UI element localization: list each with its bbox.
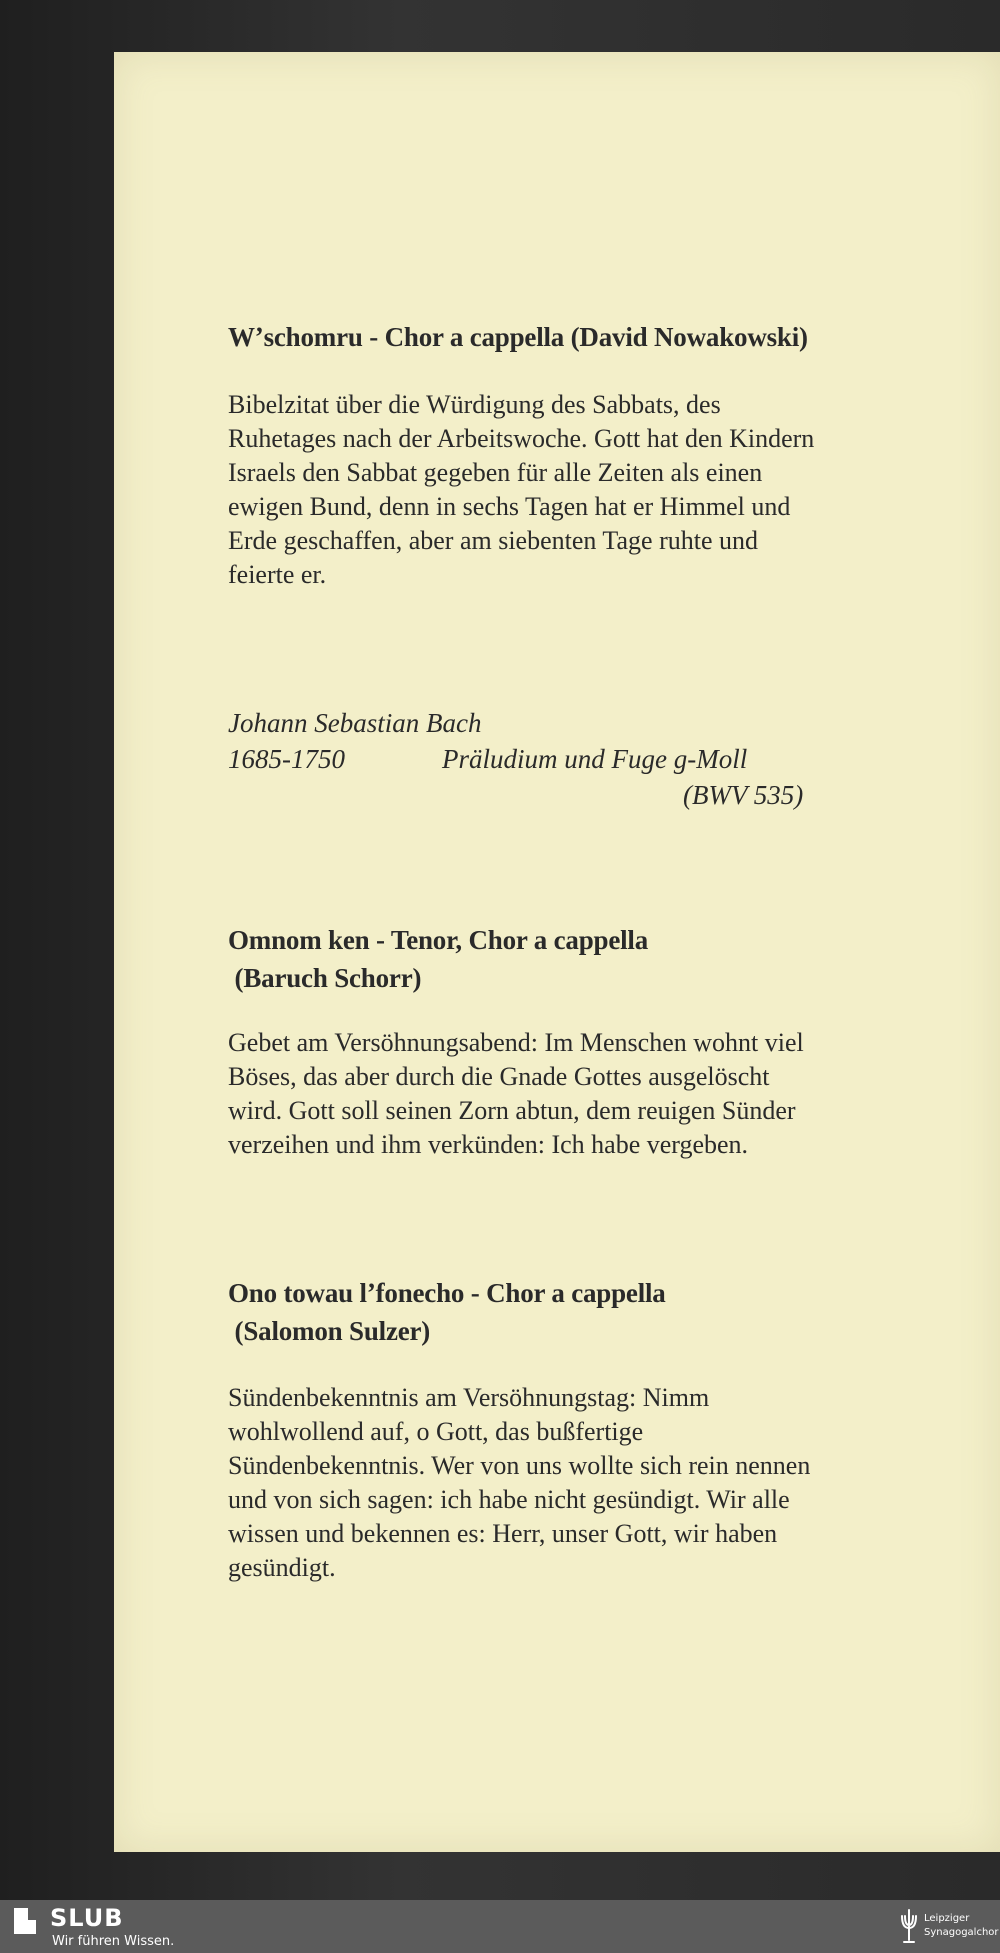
section-3-line: wohlwollend auf, o Gott, das bußfertige [228,1417,644,1446]
section-3-line: gesündigt. [228,1553,336,1582]
section-1-line: Israels den Sabbat gegeben für alle Zeiten als einen [228,458,763,487]
section-1-line: Ruhetages nach der Arbeitswoche. Gott hat den Kindern [228,424,815,453]
footer-bar [0,1900,1000,1953]
partner-line-2: Synagogalchor [924,1927,999,1938]
section-3-line: Sündenbekenntnis. Wer von uns wollte sich rein nennen [228,1451,811,1480]
section-1-description [228,388,948,592]
section-3-description [228,1381,948,1585]
section-2-line: Böses, das aber durch die Gnade Gottes ausgelöscht [228,1062,770,1091]
section-3-line: und von sich sagen: ich habe nicht gesündigt. Wir alle [228,1485,790,1514]
composer-years: 1685-1750 [228,744,345,774]
section-1-line: feierte er. [228,560,327,589]
slub-tagline: Wir führen Wissen. [52,1934,175,1949]
composer-catalog: (BWV 535) [683,780,804,810]
section-3-subtitle: (Salomon Sulzer) [228,1316,431,1346]
section-1-line: Erde geschaffen, aber am siebenten Tage ruhte und [228,526,758,555]
partner-line-1: Leipziger [924,1913,970,1924]
section-2-line: wird. Gott soll seinen Zorn abtun, dem reuigen Sünder [228,1096,796,1125]
section-2-title: Omnom ken - Tenor, Chor a cappella [228,925,649,955]
section-1-line: ewigen Bund, denn in sechs Tagen hat er Himmel und [228,492,791,521]
section-2-line: Gebet am Versöhnungsabend: Im Menschen wohnt viel [228,1028,804,1057]
composer-name: Johann Sebastian Bach [228,708,482,738]
section-3-line: wissen und bekennen es: Herr, unser Gott, wir haben [228,1519,778,1548]
section-2-subtitle: (Baruch Schorr) [228,963,422,993]
section-1-line: Bibelzitat über die Würdigung des Sabbats, des [228,390,721,419]
menorah-icon [898,1906,920,1946]
slub-brand: SLUB [50,1904,124,1932]
section-2-line: verzeihen und ihm verkünden: Ich habe vergeben. [228,1130,749,1159]
section-1-title: Wʼschomru - Chor a cappella (David Nowakowski) [228,322,808,352]
slub-logo-icon [14,1908,36,1934]
section-2-description [228,1026,948,1162]
composer-work: Präludium und Fuge g-Moll [442,744,748,774]
partner-logo-text [924,1912,999,1940]
section-3-title: Ono towau lʼfonecho - Chor a cappella [228,1278,666,1308]
section-3-line: Sündenbekenntnis am Versöhnungstag: Nimm [228,1383,710,1412]
